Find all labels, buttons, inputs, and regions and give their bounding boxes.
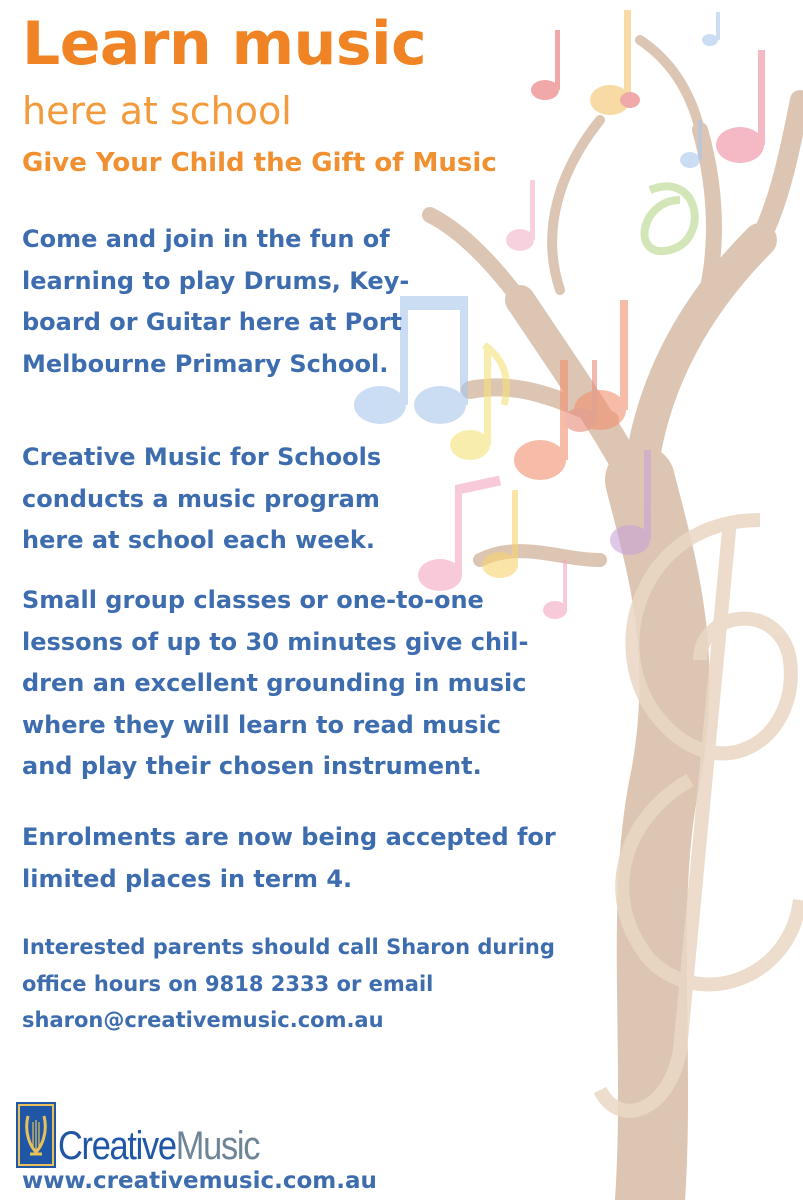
- tagline: Give Your Child the Gift of Music: [22, 148, 497, 178]
- text-line: where they will learn to read music: [22, 710, 502, 739]
- contact-paragraph: [22, 929, 582, 1039]
- program-paragraph: [22, 437, 422, 562]
- text-line: Creative Music for Schools: [22, 443, 382, 471]
- page-subtitle: here at school: [22, 89, 292, 133]
- logo-word-creative: Creative: [58, 1124, 176, 1168]
- text-line: dren an excellent grounding in music: [22, 669, 527, 697]
- enrolment-paragraph: [22, 817, 582, 900]
- text-line: lessons of up to 30 minutes give chil-: [22, 627, 529, 656]
- logo-wordmark: [58, 1126, 259, 1166]
- creative-music-logo: [16, 1100, 292, 1168]
- lyre-logo-icon: [16, 1102, 56, 1168]
- intro-paragraph: [22, 219, 422, 385]
- text-line: board or Guitar here at Port: [22, 308, 403, 336]
- text-line: Come and join in the fun of: [22, 225, 390, 253]
- classes-paragraph: [22, 580, 582, 788]
- contact-email: sharon@creativemusic.com.au: [22, 1008, 384, 1032]
- text-line: office hours on 9818 2333 or email: [22, 971, 434, 996]
- page-title: Learn music: [22, 9, 427, 79]
- text-line: limited places in term 4.: [22, 864, 353, 893]
- text-line: learning to play Drums, Key-: [22, 266, 410, 295]
- text-line: Enrolments are now being accepted for: [22, 823, 556, 851]
- text-line: and play their chosen instrument.: [22, 752, 482, 780]
- text-line: Melbourne Primary School.: [22, 349, 389, 378]
- website-link[interactable]: www.creativemusic.com.au: [22, 1168, 377, 1194]
- text-line: conducts a music program: [22, 484, 380, 513]
- text-line: here at school each week.: [22, 526, 375, 554]
- text-line: Interested parents should call Sharon during: [22, 935, 555, 959]
- logo-word-music: Music: [175, 1124, 260, 1168]
- text-line: Small group classes or one-to-one: [22, 586, 484, 614]
